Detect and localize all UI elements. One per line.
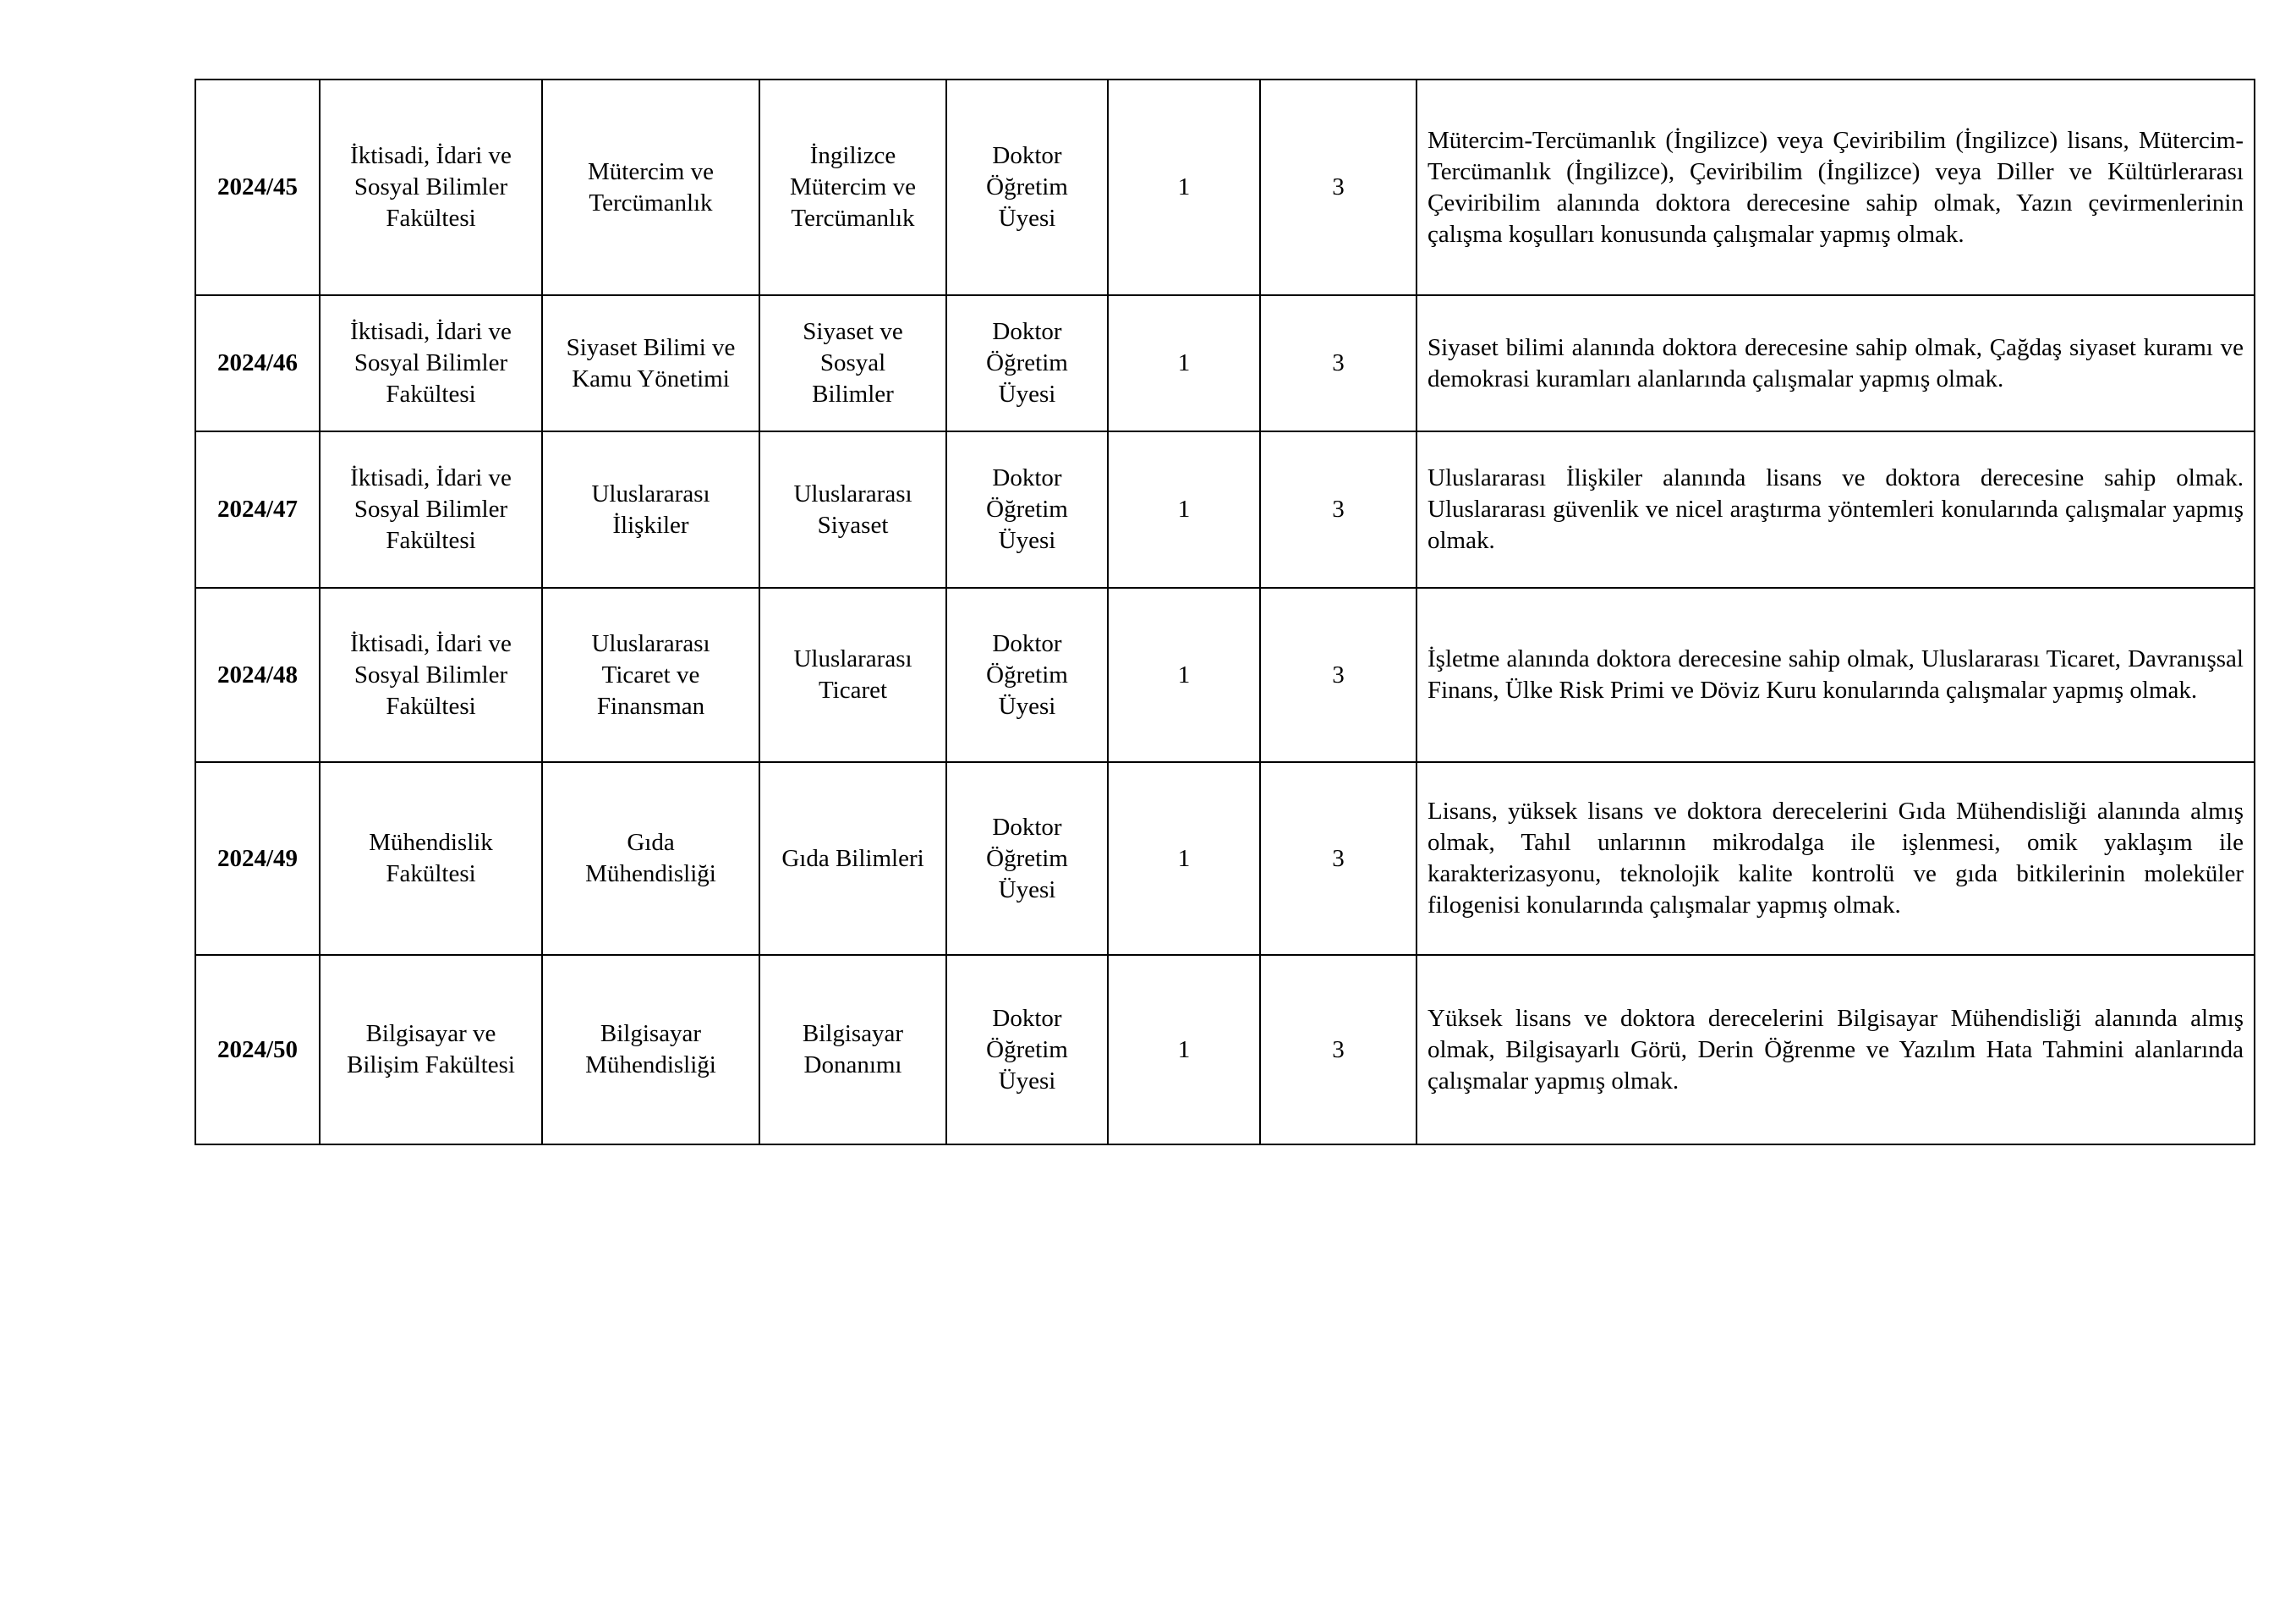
table-row	[195, 80, 2255, 295]
table-row	[195, 955, 2255, 1144]
requirements-cell: Uluslararası İlişkiler alanında lisans ve doktora derecesine sahip olmak. Uluslararası güvenlik ve nicel araştırma yöntemleri konularında çalışmalar yapmış olmak.	[1417, 431, 2255, 588]
faculty-cell: İktisadi, İdari ve Sosyal Bilimler Fakültesi	[320, 295, 542, 431]
academic-title-cell: Doktor Öğretim Üyesi	[946, 80, 1108, 295]
announcement-code-cell: 2024/45	[195, 80, 320, 295]
announcement-code-cell: 2024/50	[195, 955, 320, 1144]
faculty-cell: İktisadi, İdari ve Sosyal Bilimler Fakültesi	[320, 80, 542, 295]
degree-cell: 3	[1260, 80, 1417, 295]
faculty-cell: İktisadi, İdari ve Sosyal Bilimler Fakültesi	[320, 588, 542, 762]
academic-title-cell: Doktor Öğretim Üyesi	[946, 431, 1108, 588]
program-cell: Uluslararası Ticaret	[759, 588, 946, 762]
department-cell: Bilgisayar Mühendisliği	[542, 955, 759, 1144]
announcement-code-cell: 2024/46	[195, 295, 320, 431]
requirements-cell: Mütercim-Tercümanlık (İngilizce) veya Çeviribilim (İngilizce) lisans, Mütercim- Tercümanlık (İngilizce), Çeviribilim (İngilizce) veya Diller ve Kültürlerarası Çeviribilim alanında doktora derecesine sahip olmak, Yazın çevirmenlerinin çalışma koşulları konusunda çalışmalar yapmış olmak.	[1417, 80, 2255, 295]
program-cell: İngilizce Mütercim ve Tercümanlık	[759, 80, 946, 295]
position-count-cell: 1	[1108, 80, 1260, 295]
position-count-cell: 1	[1108, 762, 1260, 955]
position-listing-table	[195, 79, 2255, 1145]
requirements-cell: Lisans, yüksek lisans ve doktora derecelerini Gıda Mühendisliği alanında almış olmak, Tahıl unlarının mikrodalga ile işlenmesi, omik yaklaşım ile karakterizasyonu, teknolojik kalite kontrolü ve gıda bitkilerinin moleküler filogenisi konularında çalışmalar yapmış olmak.	[1417, 762, 2255, 955]
department-cell: Uluslararası İlişkiler	[542, 431, 759, 588]
program-cell: Gıda Bilimleri	[759, 762, 946, 955]
requirements-cell: Siyaset bilimi alanında doktora derecesine sahip olmak, Çağdaş siyaset kuramı ve demokrasi kuramları alanlarında çalışmalar yapmış olmak.	[1417, 295, 2255, 431]
department-cell: Siyaset Bilimi ve Kamu Yönetimi	[542, 295, 759, 431]
academic-title-cell: Doktor Öğretim Üyesi	[946, 295, 1108, 431]
requirements-cell: Yüksek lisans ve doktora derecelerini Bilgisayar Mühendisliği alanında almış olmak, Bilgisayarlı Görü, Derin Öğrenme ve Yazılım Hata Tahmini alanlarında çalışmalar yapmış olmak.	[1417, 955, 2255, 1144]
table-row	[195, 588, 2255, 762]
department-cell: Mütercim ve Tercümanlık	[542, 80, 759, 295]
degree-cell: 3	[1260, 295, 1417, 431]
table-row	[195, 431, 2255, 588]
table-row	[195, 762, 2255, 955]
requirements-cell: İşletme alanında doktora derecesine sahip olmak, Uluslararası Ticaret, Davranışsal Finans, Ülke Risk Primi ve Döviz Kuru konularında çalışmalar yapmış olmak.	[1417, 588, 2255, 762]
program-cell: Uluslararası Siyaset	[759, 431, 946, 588]
position-count-cell: 1	[1108, 295, 1260, 431]
position-count-cell: 1	[1108, 955, 1260, 1144]
position-count-cell: 1	[1108, 588, 1260, 762]
program-cell: Siyaset ve Sosyal Bilimler	[759, 295, 946, 431]
academic-title-cell: Doktor Öğretim Üyesi	[946, 588, 1108, 762]
degree-cell: 3	[1260, 588, 1417, 762]
faculty-cell: Bilgisayar ve Bilişim Fakültesi	[320, 955, 542, 1144]
position-count-cell: 1	[1108, 431, 1260, 588]
department-cell: Uluslararası Ticaret ve Finansman	[542, 588, 759, 762]
degree-cell: 3	[1260, 431, 1417, 588]
department-cell: Gıda Mühendisliği	[542, 762, 759, 955]
academic-title-cell: Doktor Öğretim Üyesi	[946, 955, 1108, 1144]
table-row	[195, 295, 2255, 431]
faculty-cell: Mühendislik Fakültesi	[320, 762, 542, 955]
announcement-code-cell: 2024/49	[195, 762, 320, 955]
faculty-cell: İktisadi, İdari ve Sosyal Bilimler Fakültesi	[320, 431, 542, 588]
program-cell: Bilgisayar Donanımı	[759, 955, 946, 1144]
academic-title-cell: Doktor Öğretim Üyesi	[946, 762, 1108, 955]
degree-cell: 3	[1260, 955, 1417, 1144]
announcement-code-cell: 2024/48	[195, 588, 320, 762]
announcement-code-cell: 2024/47	[195, 431, 320, 588]
degree-cell: 3	[1260, 762, 1417, 955]
